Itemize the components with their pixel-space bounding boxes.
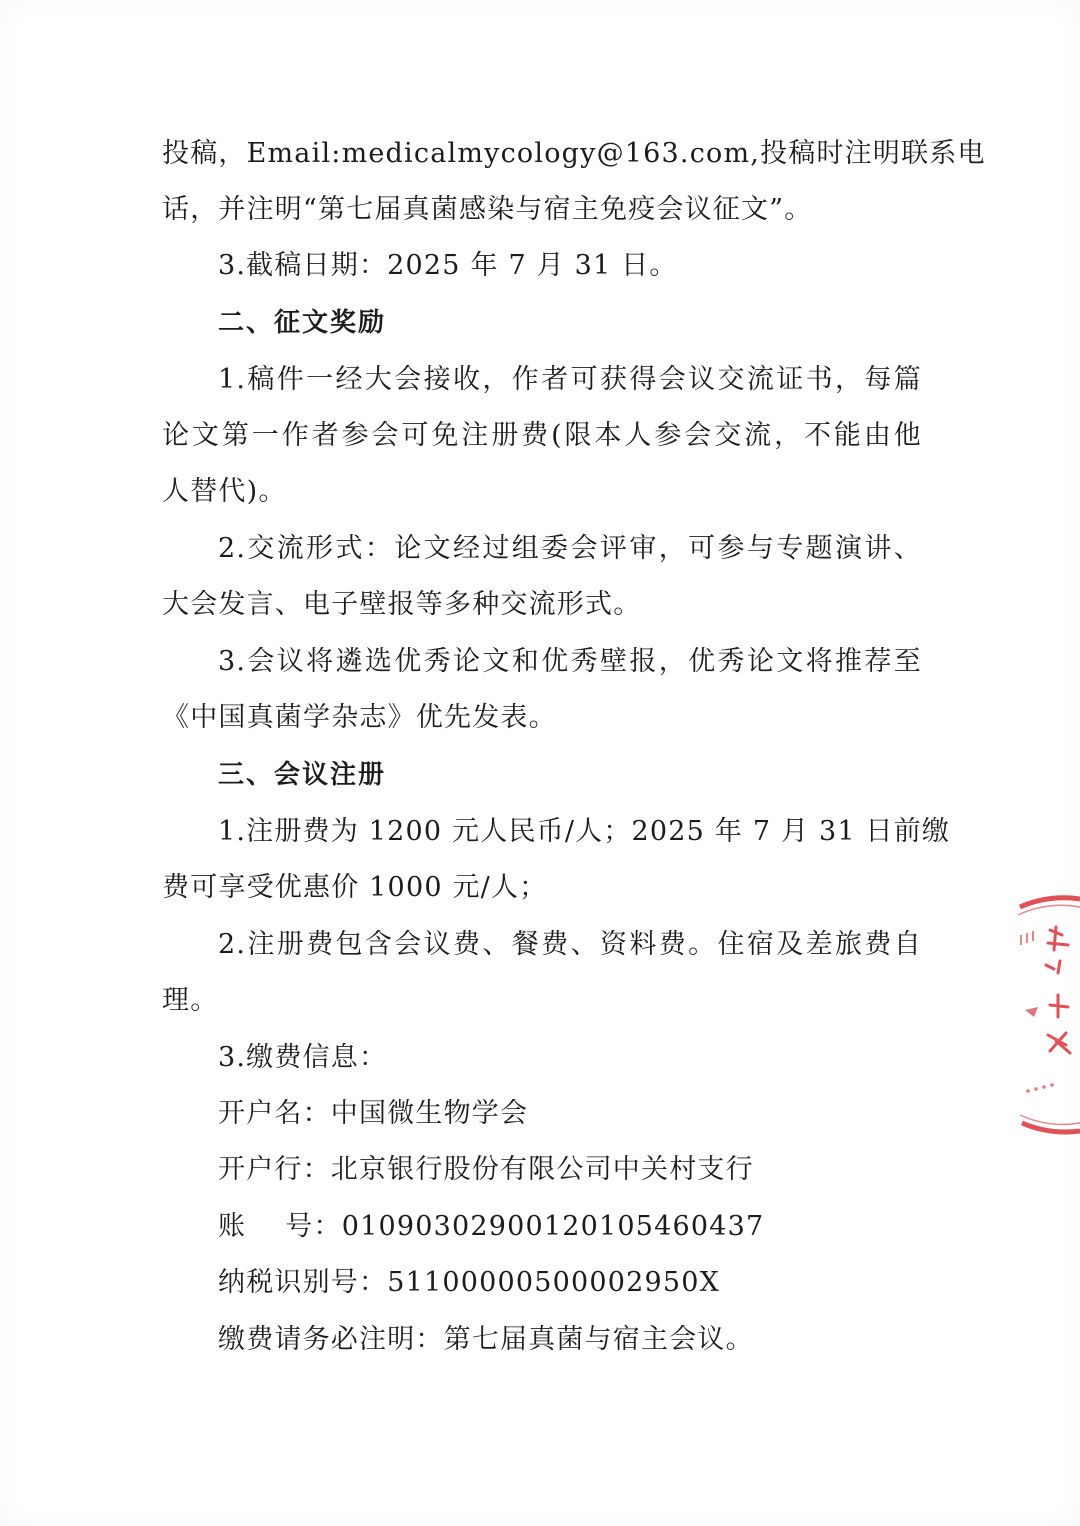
section-heading-registration: 三、会议注册 [218,760,387,790]
text-line-subject-note: 话，并注明“第七届真菌感染与宿主免疫会议征文”。 [162,194,813,225]
text-line-award-1a: 1.稿件一经大会接收，作者可获得会议交流证书，每篇 [218,364,922,395]
section-heading-awards: 二、征文奖励 [218,308,387,338]
text-line-payment-note: 缴费请务必注明：第七届真菌与宿主会议。 [218,1324,754,1355]
text-line-award-3a: 3.会议将遴选优秀论文和优秀壁报，优秀论文将推荐至 [218,646,922,677]
text-line-award-1c: 人替代)。 [162,476,287,507]
text-line-tax-id: 纳税识别号：51100000500002950X [218,1267,721,1298]
text-line-award-3b: 《中国真菌学杂志》优先发表。 [162,702,557,733]
text-line-account-number: 账 号：01090302900120105460437 [218,1211,765,1242]
text-line-award-2a: 2.交流形式：论文经过组委会评审，可参与专题演讲、 [218,533,922,564]
official-seal-stamp [1010,895,1080,1135]
seal-icon [1010,895,1080,1135]
text-line-fee-2a: 2.注册费包含会议费、餐费、资料费。住宿及差旅费自 [218,929,922,960]
text-line-account-name: 开户名：中国微生物学会 [218,1098,529,1129]
text-line-award-1b: 论文第一作者参会可免注册费(限本人参会交流，不能由他 [162,420,922,451]
text-line-fee-1a: 1.注册费为 1200 元人民币/人；2025 年 7 月 31 日前缴 [218,816,951,847]
text-line-deadline: 3.截稿日期：2025 年 7 月 31 日。 [218,250,678,281]
text-line-fee-2b: 理。 [162,985,219,1016]
text-line-payment-info: 3.缴费信息： [218,1042,388,1073]
text-line-bank: 开户行：北京银行股份有限公司中关村支行 [218,1154,754,1185]
text-line-email: 投稿，Email:medicalmycology@163.com,投稿时注明联系电 [162,138,986,169]
text-line-award-2b: 大会发言、电子壁报等多种交流形式。 [162,589,642,620]
text-line-fee-1b: 费可享受优惠价 1000 元/人； [162,872,548,903]
